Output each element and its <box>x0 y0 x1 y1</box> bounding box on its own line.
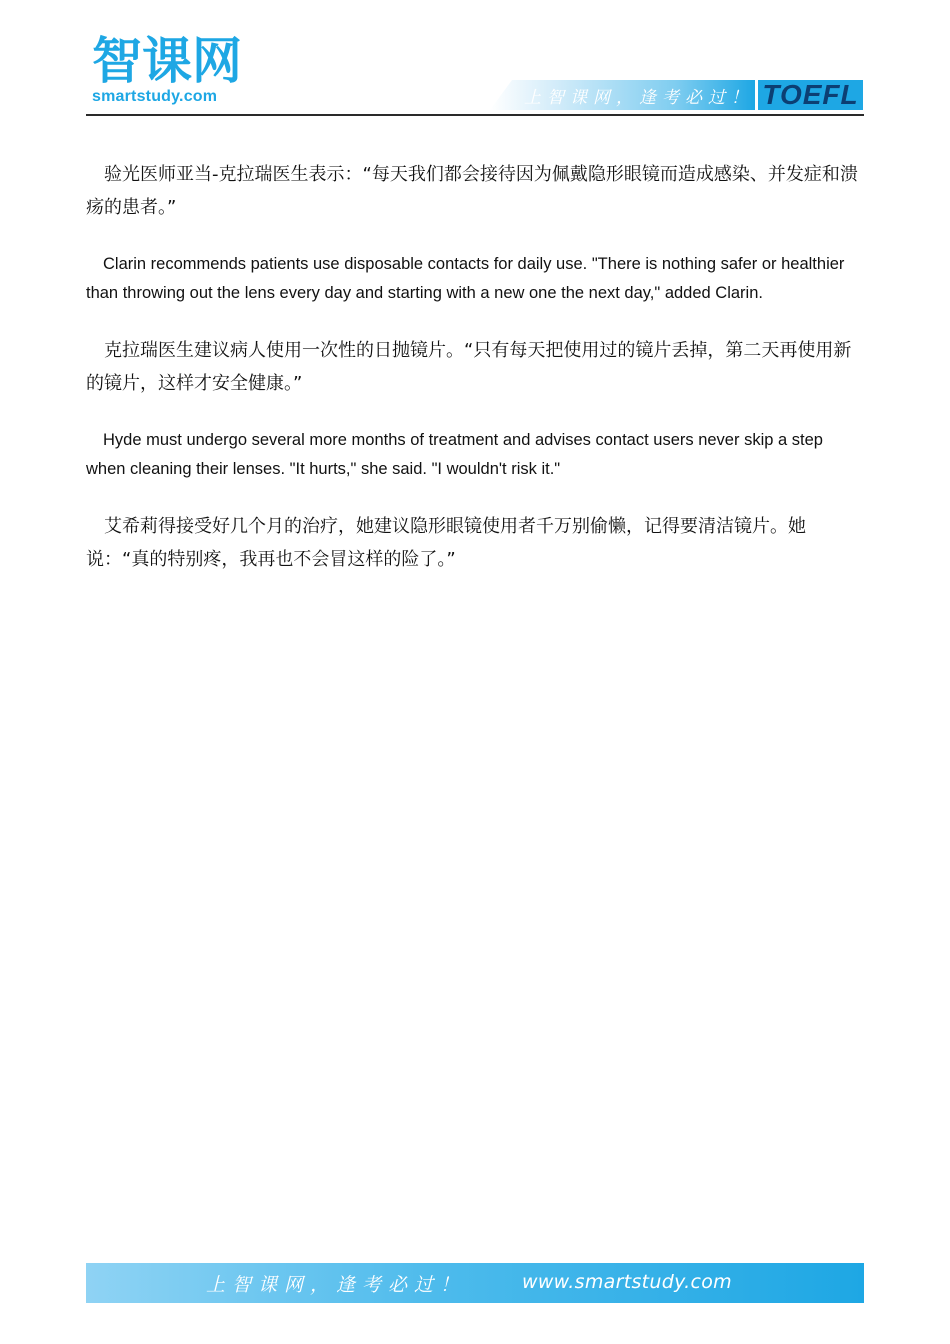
page-footer <box>86 1263 864 1303</box>
paragraph-cn-1: 验光医师亚当-克拉瑞医生表示：“每天我们都会接待因为佩戴隐形眼镜而造成感染、并发症和溃疡的患者。” <box>86 164 858 218</box>
toefl-tag: TOEFL <box>758 80 863 110</box>
article-body <box>86 158 864 602</box>
footer-website-link[interactable]: www.smartstudy.com <box>522 1271 732 1293</box>
logo-domain-text: smartstudy.com <box>92 88 218 105</box>
footer-slogan: 上智课网，逢考必过！ <box>206 1274 467 1296</box>
header-banner <box>490 80 863 110</box>
paragraph-en-1: Clarin recommends patients use disposable contacts for daily use. "There is nothing safer or healthier than throwing out the lens every day and starting with a new one the next day," added Clarin. <box>86 255 845 302</box>
paragraph-cn-2: 克拉瑞医生建议病人使用一次性的日抛镜片。“只有每天把使用过的镜片丢掉，第二天再使用新的镜片，这样才安全健康。” <box>86 340 852 394</box>
paragraph-en-2: Hyde must undergo several more months of treatment and advises contact users never skip a step when cleaning their lenses. "It hurts," she said. "I wouldn't risk it." <box>86 431 823 478</box>
paragraph-cn-3: 艾希莉得接受好几个月的治疗，她建议隐形眼镜使用者千万别偷懒，记得要清洁镜片。她说：“真的特别疼，我再也不会冒这样的险了。” <box>86 516 806 570</box>
logo-chinese-wordmark: 智课网 <box>92 32 242 90</box>
smartstudy-logo[interactable] <box>92 34 262 106</box>
header-divider <box>86 114 864 116</box>
header-slogan: 上智课网，逢考必过！ <box>524 88 754 108</box>
page-header <box>0 0 950 120</box>
